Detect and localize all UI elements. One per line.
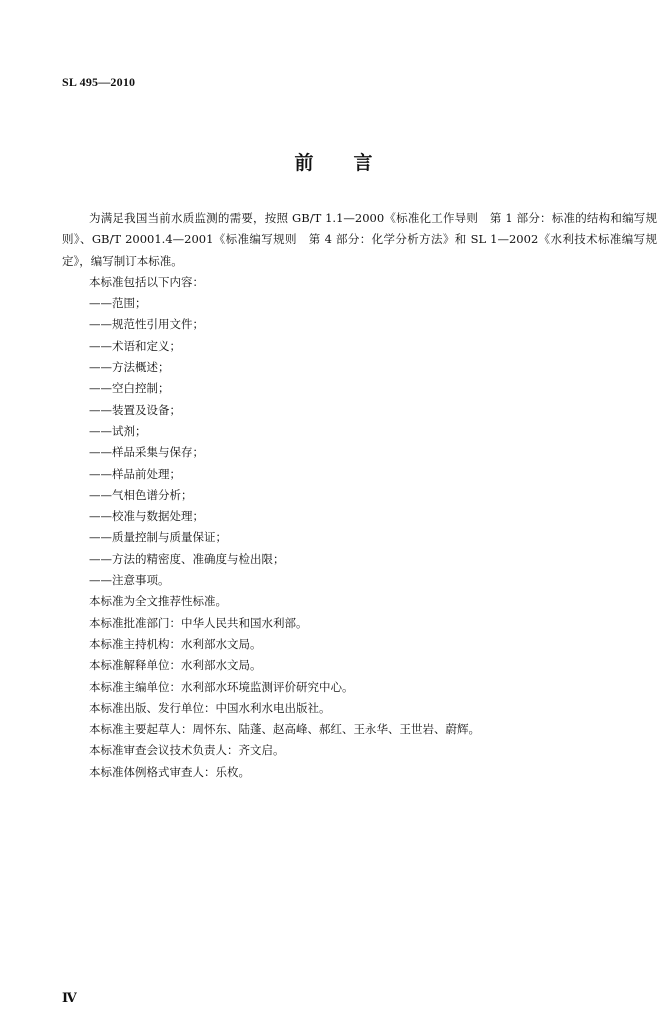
- list-item: ——质量控制与质量保证；: [89, 530, 227, 545]
- list-item: ——规范性引用文件；: [89, 317, 204, 332]
- list-item: ——样品前处理；: [89, 466, 181, 481]
- list-item: ——样品采集与保存；: [89, 445, 204, 460]
- statement-host-org: 本标准主持机构：水利部水文局。: [89, 636, 262, 651]
- statement-interpretation-unit: 本标准解释单位：水利部水文局。: [89, 658, 262, 673]
- list-item: ——注意事项。: [89, 573, 170, 588]
- title-char-1: 前: [294, 152, 316, 174]
- title-char-2: 言: [353, 152, 375, 174]
- list-item: ——术语和定义；: [89, 338, 181, 353]
- page-title: [0, 148, 669, 175]
- statement-publisher: 本标准出版、发行单位：中国水利水电出版社。: [89, 700, 331, 715]
- statement-approval-dept: 本标准批准部门：中华人民共和国水利部。: [89, 615, 308, 630]
- intro-paragraph: 为满足我国当前水质监测的需要，按照 GB/T 1.1—2000《标准化工作导则 第 1 部分：标准的结构和编写规则》、GB/T 20001.4—2001《标准编写规则 第 4 部分：化学分析方法》和 SL 1—2002《水利技术标准编写规定》，编写制订本标准。: [62, 211, 657, 268]
- list-item: ——方法的精密度、准确度与检出限；: [89, 551, 285, 566]
- statement-chief-editor-unit: 本标准主编单位：水利部水环境监测评价研究中心。: [89, 679, 354, 694]
- contents-list: [62, 293, 657, 591]
- statement-review-tech-lead: 本标准审查会议技术负责人：齐文启。: [89, 743, 285, 758]
- list-item: ——试剂；: [89, 423, 147, 438]
- page-number: Ⅳ: [62, 990, 77, 1005]
- list-item: ——范围；: [89, 296, 147, 311]
- list-item: ——装置及设备；: [89, 402, 181, 417]
- list-item: ——校准与数据处理；: [89, 509, 204, 524]
- statements-list: [62, 591, 657, 783]
- list-item: ——方法概述；: [89, 360, 170, 375]
- foreword-body: [62, 208, 657, 783]
- statement-format-reviewer: 本标准体例格式审查人：乐枚。: [89, 764, 250, 779]
- standard-code-header: SL 495—2010: [62, 75, 136, 89]
- statement-recommended: 本标准为全文推荐性标准。: [89, 594, 227, 609]
- list-item: ——气相色谱分析；: [89, 487, 193, 502]
- statement-drafters: 本标准主要起草人：周怀东、陆蓬、赵高峰、郝红、王永华、王世岩、蔚辉。: [89, 722, 480, 737]
- contents-intro: 本标准包括以下内容：: [89, 274, 204, 289]
- list-item: ——空白控制；: [89, 381, 170, 396]
